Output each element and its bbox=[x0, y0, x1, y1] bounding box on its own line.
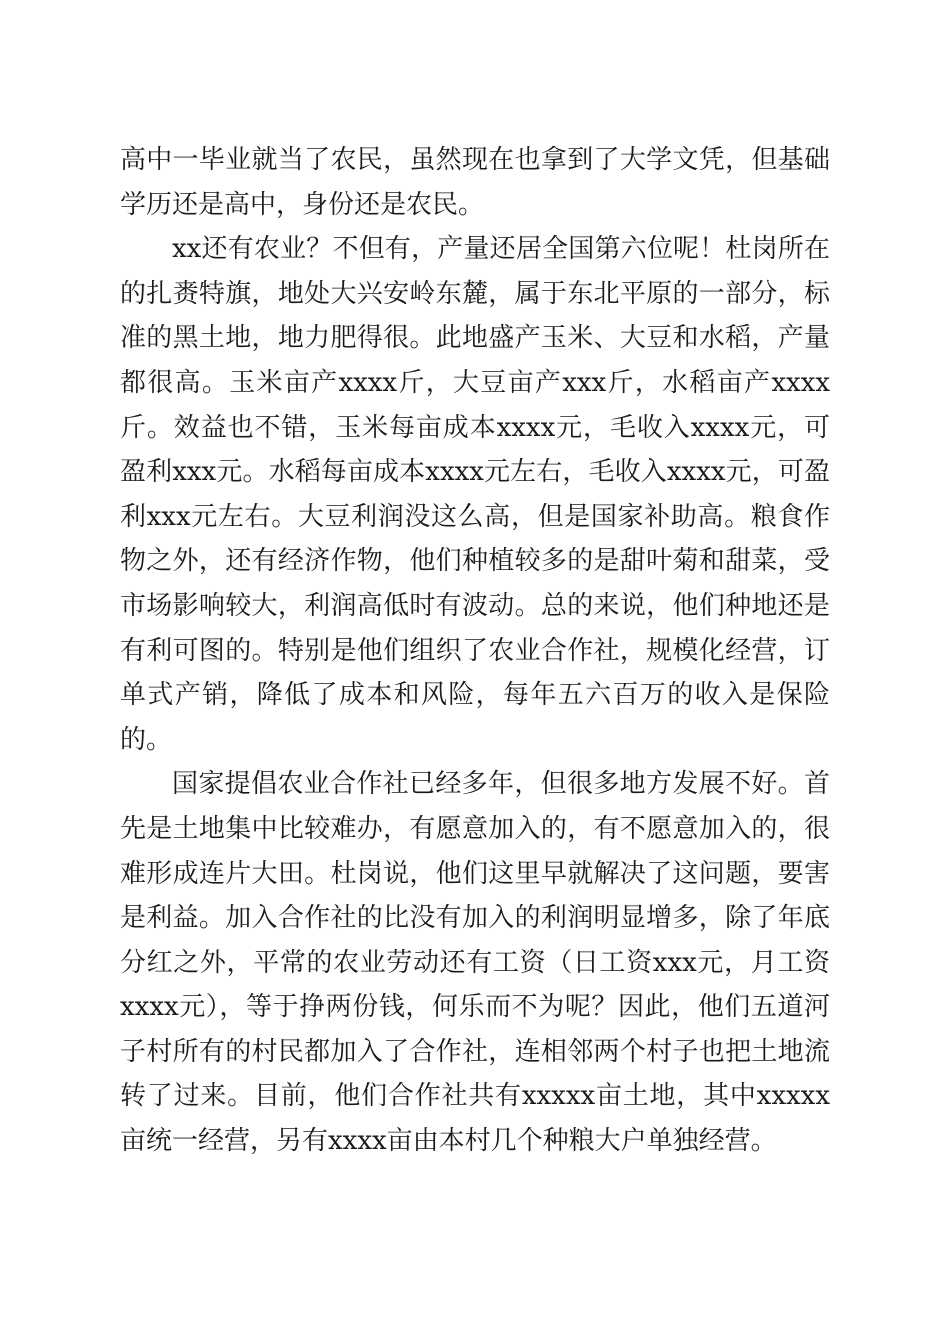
paragraph-2: xx还有农业？不但有，产量还居全国第六位呢！杜岗所在的扎赉特旗，地处大兴安岭东麓，属于东北平原的一部分，标准的黑土地，地力肥得很。此地盛产玉米、大豆和水稻，产量都很高。玉米亩产xxxx斤，大豆亩产xxx斤，水稻亩产xxxx斤。效益也不错，玉米每亩成本xxxx元，毛收入xxxx元，可盈利xxx元。水稻每亩成本xxxx元左右，毛收入xxxx元，可盈利xxx元左右。大豆利润没这么高，但是国家补助高。粮食作物之外，还有经济作物，他们种植较多的是甜叶菊和甜菜，受市场影响较大，利润高低时有波动。总的来说，他们种地还是有利可图的。特别是他们组织了农业合作社，规模化经营，订单式产销，降低了成本和风险，每年五六百万的收入是保险的。 bbox=[120, 234, 830, 755]
paragraph-3: 国家提倡农业合作社已经多年，但很多地方发展不好。首先是土地集中比较难办，有愿意加入的，有不愿意加入的，很难形成连片大田。杜岗说，他们这里早就解决了这问题，要害是利益。加入合作社的比没有加入的利润明显增多，除了年底分红之外，平常的农业劳动还有工资（日工资xxx元，月工资xxxx元），等于挣两份钱，何乐而不为呢？因此，他们五道河子村所有的村民都加入了合作社，连相邻两个村子也把土地流转了过来。目前，他们合作社共有xxxxx亩土地，其中xxxxx亩统一经营，另有xxxx亩由本村几个种粮大户单独经营。 bbox=[120, 769, 830, 1157]
body-text bbox=[120, 138, 830, 1164]
paragraph-1: 高中一毕业就当了农民，虽然现在也拿到了大学文凭，但基础学历还是高中，身份还是农民。 bbox=[120, 145, 830, 220]
